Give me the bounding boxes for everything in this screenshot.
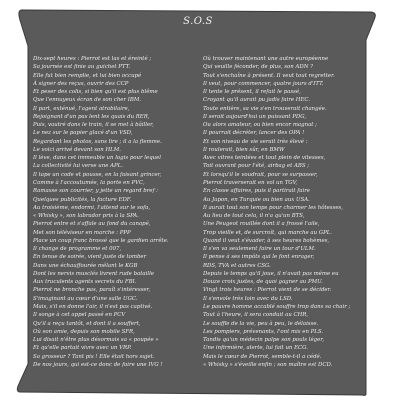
poem-line: Qui veuille féconder, de plus, son ADN ?	[203, 64, 314, 71]
poem-line: Il s'en va seulement faire un tour d'ULM.	[203, 246, 316, 253]
poem-line: Trop vieille et, de surcroît, qui marche au GPL.	[203, 229, 333, 236]
right-column	[203, 55, 379, 369]
poem-line: Il aurait tout son temps pour charmer les hôtesses,	[203, 204, 344, 211]
poem-line: La collectivité lui verse une APL.	[33, 163, 123, 170]
poem-title: S.O.S	[183, 16, 213, 27]
poem-line: Les pompiers, prévenants, l'ont mis en PLS.	[203, 328, 324, 335]
poem-line: Qu'il a reçu tantôt, et dont il a souffert,	[33, 320, 141, 327]
poem-line: Où trouver maintenant une autre européenne	[203, 56, 329, 62]
poem-line: Mais le cœur de Pierrot, semble-t-il a cédé.	[203, 353, 322, 360]
poem-line: Le pauvre homme accablé souffre trop dans sa chair ;	[203, 303, 351, 310]
poem-line: Elle fut bien remplie, et lui bien occupé	[33, 72, 142, 79]
poem-line: Le nez sur le papier glacé d'un VSD,	[33, 130, 133, 137]
poem-line: Il serait aujourd'hui un puissant PDG,	[203, 113, 307, 120]
poem-line: Il roulerait, bien sûr, en BMW	[203, 146, 285, 153]
poem-line: Aux truculents agents secrets du FBI.	[33, 279, 137, 286]
poem-line: Il songe à cet appel passé en PCV	[33, 312, 126, 319]
poem-line: Met son téléviseur en marche : PPP	[33, 229, 131, 236]
poem-line: Au Japon, en Turquie ou bien aux USA.	[203, 196, 310, 203]
poem-line: Il change de programme et 007,	[33, 246, 122, 253]
poem-line: Il pense à ses impôts qui le font enrager,	[203, 254, 315, 261]
poem-line: RDS, TVA et autres CSG.	[203, 262, 271, 269]
poem-line: Comme à l'accoutumée, la porte en PVC,	[33, 179, 145, 186]
poem-line: Ramasse son courrier, y jette un regard bref :	[33, 188, 158, 195]
poem-line: En tenue de soirée, vient juste de tomber	[33, 254, 147, 261]
poem-line: Sa journée est finie au guichet PTT.	[33, 64, 131, 71]
poem-line: Vingt trois heures : Pierrot vient de se décider.	[203, 287, 332, 294]
poem-line: Il lève, dans cet immeuble un logis pour lequel	[33, 155, 162, 162]
scroll-document	[14, 6, 382, 396]
left-column	[33, 55, 205, 369]
poem-line: Au lieu de tout cela, il n'a qu'un BTS,	[203, 213, 305, 220]
poem-line: Quelques publicités, la facture EDF.	[33, 196, 132, 203]
poem-line: Puis, vautré dans le train, il se met à bâiller,	[33, 122, 154, 129]
poem-line: « Whisky », son labrador pris à la SPA.	[33, 213, 139, 220]
poem-line: Regardant les photos, sans lire ; il a la flemme.	[33, 138, 162, 145]
poem-line: S'imaginant au cœur d'une salle UGC.	[33, 295, 138, 302]
poem-line: Toute entière, sa vie s'en trouverait changée.	[203, 105, 327, 112]
poem-line: Dix-sept heures : Pierrot est las et éreinté ;	[33, 56, 152, 62]
poem-line: Et qu'elle partait vivre avec un VRP.	[33, 345, 132, 352]
poem-line: Que l'ennuyeux écran de son cher IBM.	[33, 97, 142, 104]
poem-line: Douze croix justes, de quoi gagner au PMU.	[203, 279, 323, 286]
poem-line: Il s'envole très loin avec du LSD.	[203, 295, 293, 302]
poem-line: Ou alors amateur, ou bien encor magnat ;	[203, 122, 317, 129]
poem-line: Au troisième, endormi, l'attend sur le sofa,	[33, 204, 151, 211]
poem-line: Lui disait n'être plus désormais sa « poupée »	[33, 337, 159, 344]
poem-line: Où son amie, depuis son mobile SFR,	[33, 328, 135, 335]
poem-line: Tandis qu'un médecin palpe son pouls léger,	[203, 337, 325, 344]
poem-line: Croyant qu'il aurait pu jadis faire HEC.	[203, 97, 311, 104]
poem-line: Quand il veut s'évader, à ses heures bohèmes,	[203, 237, 330, 244]
poem-line: Tout s'enchaîne à présent. Il veut tout regretter.	[203, 72, 335, 79]
poem-line: À signer des reçus, ouvrir des CCP	[33, 80, 129, 87]
poem-line: Mais, s'il en donne l'air, il n'est pas captivé.	[33, 303, 153, 310]
poem-line: Il part, exténué, l'agent atrabilaire,	[33, 105, 130, 112]
poem-line: Il pourrait décréter, lancer des OPA !	[203, 130, 305, 137]
poem-line: Le souffle de la vie, peu à peu, le délaisse.	[203, 320, 319, 327]
poem-line: Il tape un code et pousse, en la faisant grincer,	[33, 171, 162, 178]
poem-line: Et lorsqu'il le voudrait, pour se surpasser,	[203, 171, 318, 178]
poem-line: Sa grosseur ? Tant pis ! Elle était hors sujet.	[33, 353, 155, 360]
poem-line: Une Peugeot rouillée dont il a frossé l'aile,	[203, 221, 320, 228]
poem-line: Place un coup franc brossé que le gardien arrête.	[33, 237, 169, 244]
poem-line: « Whisky » s'éveille enfin ; son maître est DCD.	[203, 361, 333, 368]
poem-line: Tout à l'heure, il sera conduit au CHR,	[203, 312, 309, 319]
poem-line: Il veut, pour commencer, quatre jours d'ITT.	[203, 80, 324, 87]
poem-line: Toit ouvrant pour l'été, airbag et ABS ;	[203, 163, 310, 170]
poem-line: Et son niveau de vie serait très élevé :	[203, 138, 308, 145]
poem-line: Pierrot entre et s'affale au fond du canapé,	[33, 221, 151, 228]
poem-line: Et peser des colis, si bien qu'il est plus blême	[33, 89, 158, 96]
poem-line: Une infirmière, alerte, lui fait un ECG.	[203, 345, 308, 352]
poem-line: Il tente le présent, il refait le passé,	[203, 89, 301, 96]
poem-line: Dont les nervis musclés livrent rude bataille	[33, 270, 154, 277]
poem-line: Rejoignant d'un pas lent les quais du RER,	[33, 113, 150, 120]
poem-line: Pierrot ne bronche pas, paraît s'intéresser,	[33, 287, 151, 294]
poem-line: Avec vitres teintées et tout plein de vitesses,	[203, 155, 326, 162]
poem-line: Depuis le temps qu'il joue, il n'avait pas même eu	[203, 270, 339, 277]
poem-line: Le voici arrivé devant son HLM.	[33, 146, 121, 153]
poem-line: De nos jours, qui est-ce donc de faire une IVG !	[33, 361, 163, 368]
poem-line: Dans une échauffourée mêlant le KGB	[33, 262, 138, 269]
poem-line: En classe affaires, puis il partirait faire	[203, 188, 310, 195]
poem-line: Pierrot traverserait en vol un TGV,	[203, 179, 298, 186]
